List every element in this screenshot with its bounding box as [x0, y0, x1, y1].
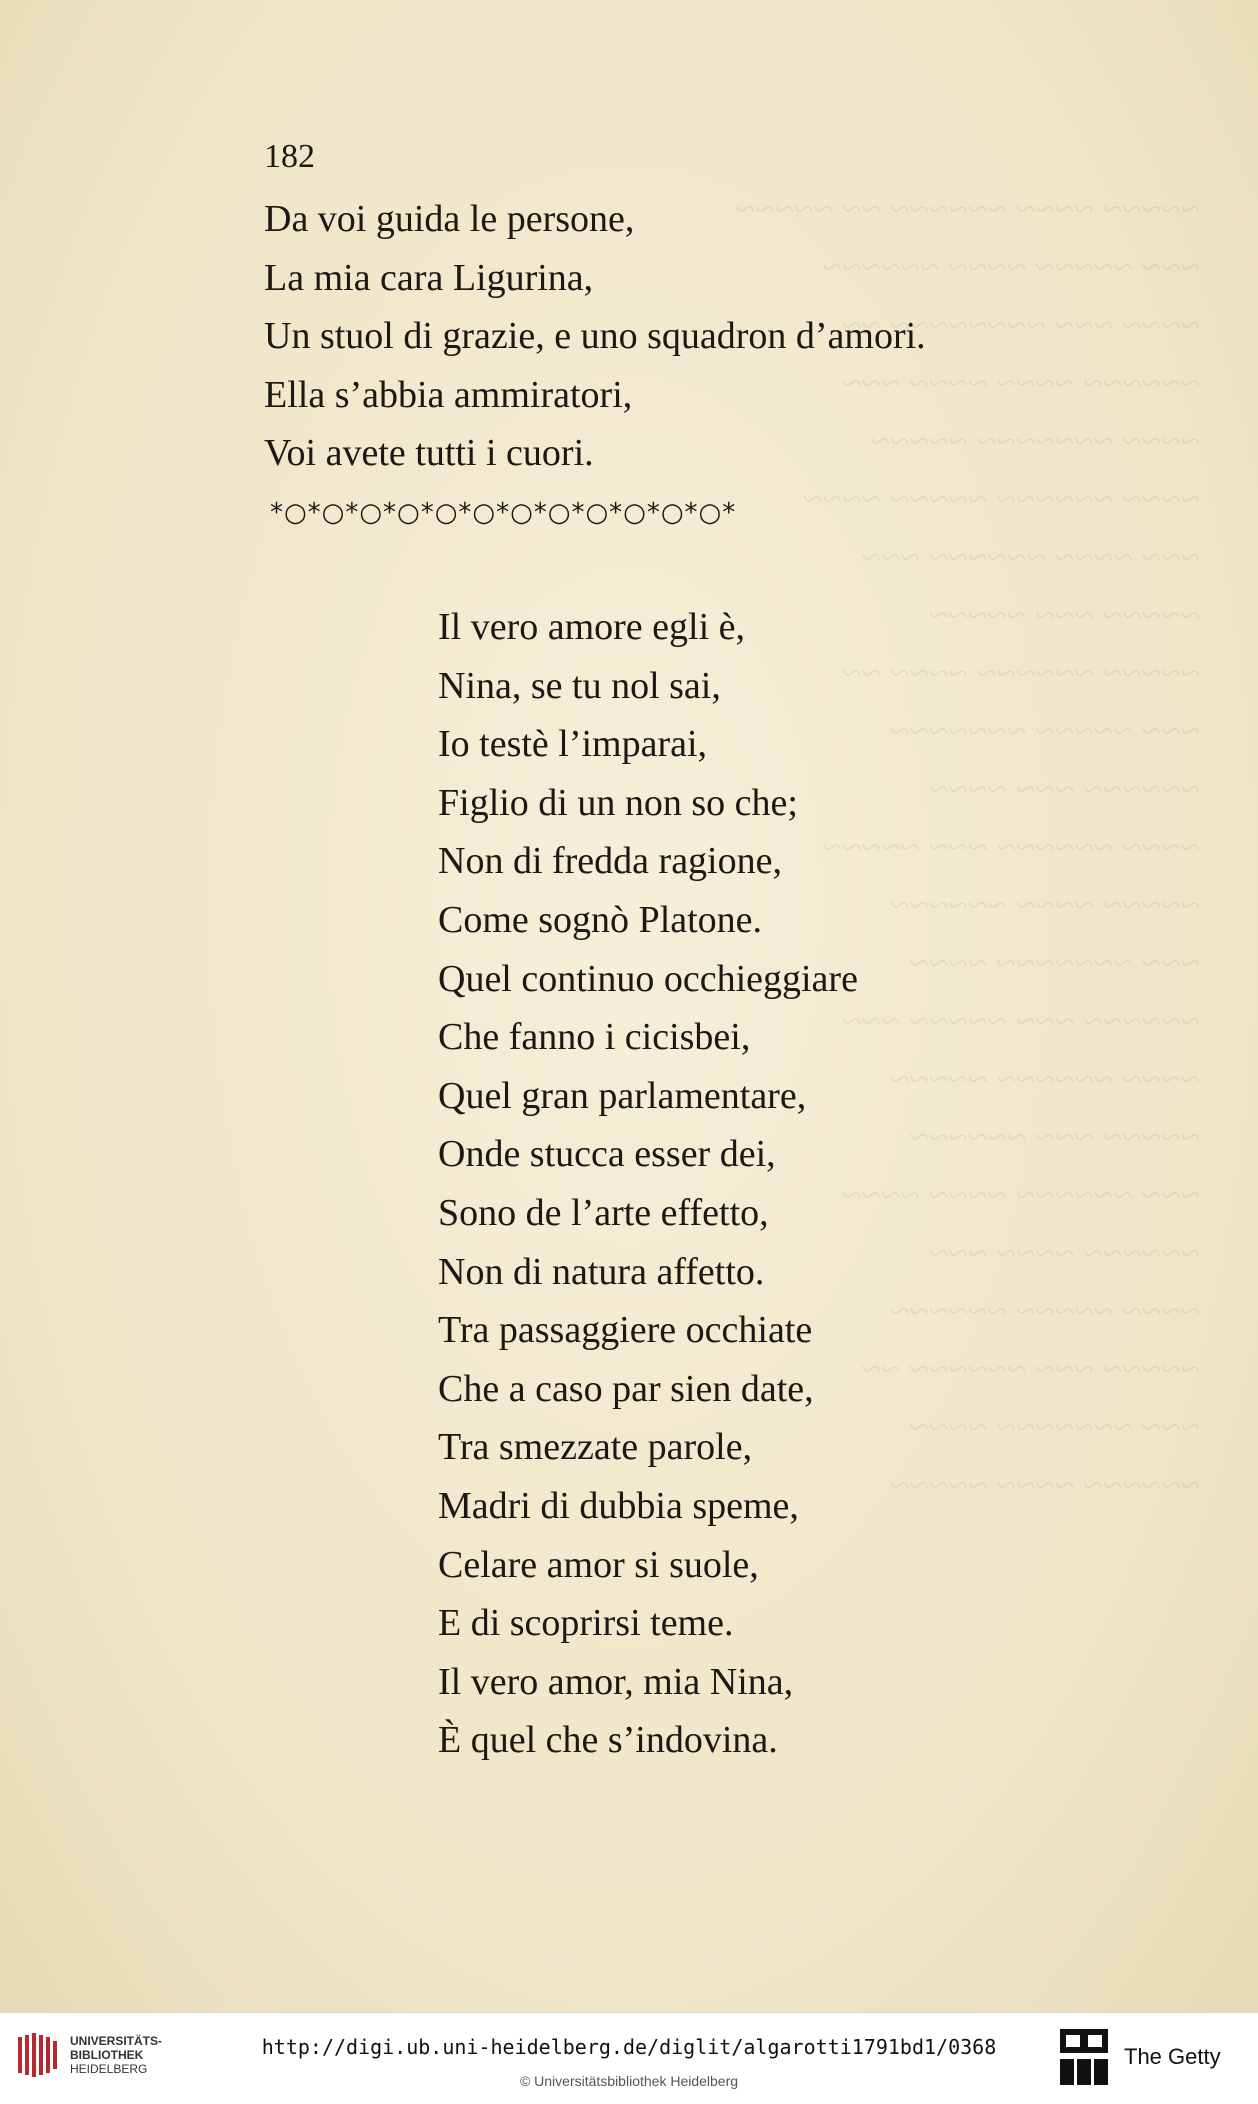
- stanza-1: [264, 190, 926, 483]
- verse-line: Voi avete tutti i cuori.: [264, 432, 594, 474]
- bleed-through-texture: ~~~~~ ~~~~ ~~~~~~ ~~ ~~~~~ ~~~ ~~~~~ ~~~~ ~~~~~~ ~~~~ ~~~ ~~~~~~~~ ~~ ~~~~~~ ~~~~ ~~~~ ~~~ ~~~~ ~~~~~~~ ~~~~~ ~~~~ ~~~~~~ ~~~~~ ~~~~ ~~~ ~~~~ ~~~~~~ ~~~ ~~~~~ ~~~ ~~~~~ ~~~~~ ~~~~~~ ~~~~ ~~ ~~~ ~~~~~ ~~~~~~~ ~~~~~~ ~~~ ~~~~ ~~~~ ~~~~~~ ~~~ ~~~~~ ~~~~~ ~~~~ ~~~~~~ ~~~ ~~~~~~~ ~~~~ ~~~~~~ ~~~ ~~~~~ ~~~ ~~~~ ~~~~~~ ~~~~~ ~~~~~ ~~~ ~~~~~~ ~~~ ~~~~~~ ~~~~ ~~~~ ~~~~~~ ~~~~ ~~~ ~~~~ ~~~~~ ~~~~~~ ~~~~~ ~~~ ~~~~~~ ~~ ~~~ ~~~~~~~ ~~~~ ~~~~~~ ~~~~ ~~~~~: [735, 189, 1200, 1505]
- verse-line: Ella s’abbia ammiratori,: [264, 373, 633, 416]
- getty-mark-icon: [1060, 2029, 1108, 2085]
- permalink-url[interactable]: http://digi.ub.uni-heidelberg.de/diglit/algarotti1791bd1/0368: [261, 2035, 997, 2059]
- verse-line: La mia cara Ligurina,: [264, 256, 594, 299]
- verse-line: Io testè l’imparai,: [438, 723, 708, 766]
- verse-line: Sono de l’arte effetto,: [438, 1191, 769, 1234]
- verse-line: Non di fredda ragione,: [438, 840, 782, 883]
- library-name-line: BIBLIOTHEK: [70, 2048, 144, 2062]
- verse-line: Un stuol di grazie, e uno squadron d’amori.: [264, 315, 926, 357]
- getty-logo[interactable]: [1060, 2029, 1221, 2085]
- verse-line: Come sognò Platone.: [438, 898, 763, 941]
- verse-line: Non di natura affetto.: [438, 1250, 765, 1293]
- verse-line: Quel continuo occhieggiare: [438, 957, 858, 1000]
- verse-line: Onde stucca esser dei,: [438, 1133, 776, 1176]
- verse-line: Che fanno i cicisbei,: [438, 1016, 751, 1059]
- page-number: 182: [264, 138, 315, 175]
- verse-line: Madri di dubbia speme,: [438, 1484, 799, 1527]
- verse-line: Nina, se tu nol sai,: [438, 664, 721, 707]
- ornamental-divider: *○*○*○*○*○*○*○*○*○*○*○*○*: [270, 498, 737, 528]
- library-name-line: HEIDELBERG: [70, 2062, 148, 2076]
- verse-line: E di scoprirsi teme.: [438, 1602, 734, 1645]
- verse-line: Quel gran parlamentare,: [438, 1074, 807, 1117]
- verse-line: Celare amor si suole,: [438, 1543, 759, 1586]
- verse-line: Da voi guida le persone,: [264, 198, 635, 240]
- stanza-2: [438, 598, 858, 1770]
- verse-line: È quel che s’indovina.: [438, 1719, 778, 1762]
- verse-line: Figlio di un non so che;: [438, 781, 798, 824]
- verse-line: Il vero amore egli è,: [438, 606, 746, 648]
- verse-line: Che a caso par sien date,: [438, 1367, 814, 1410]
- verse-line: Tra passaggiere occhiate: [438, 1309, 813, 1352]
- verse-line: Tra smezzate parole,: [438, 1426, 753, 1469]
- partner-name: The Getty: [1124, 2044, 1221, 2069]
- verse-line: Il vero amor, mia Nina,: [438, 1660, 794, 1703]
- viewer-footer: [0, 2012, 1258, 2104]
- library-name-line: UNIVERSITÄTS-: [70, 2034, 163, 2048]
- copyright-notice: © Universitätsbibliothek Heidelberg: [519, 2073, 739, 2089]
